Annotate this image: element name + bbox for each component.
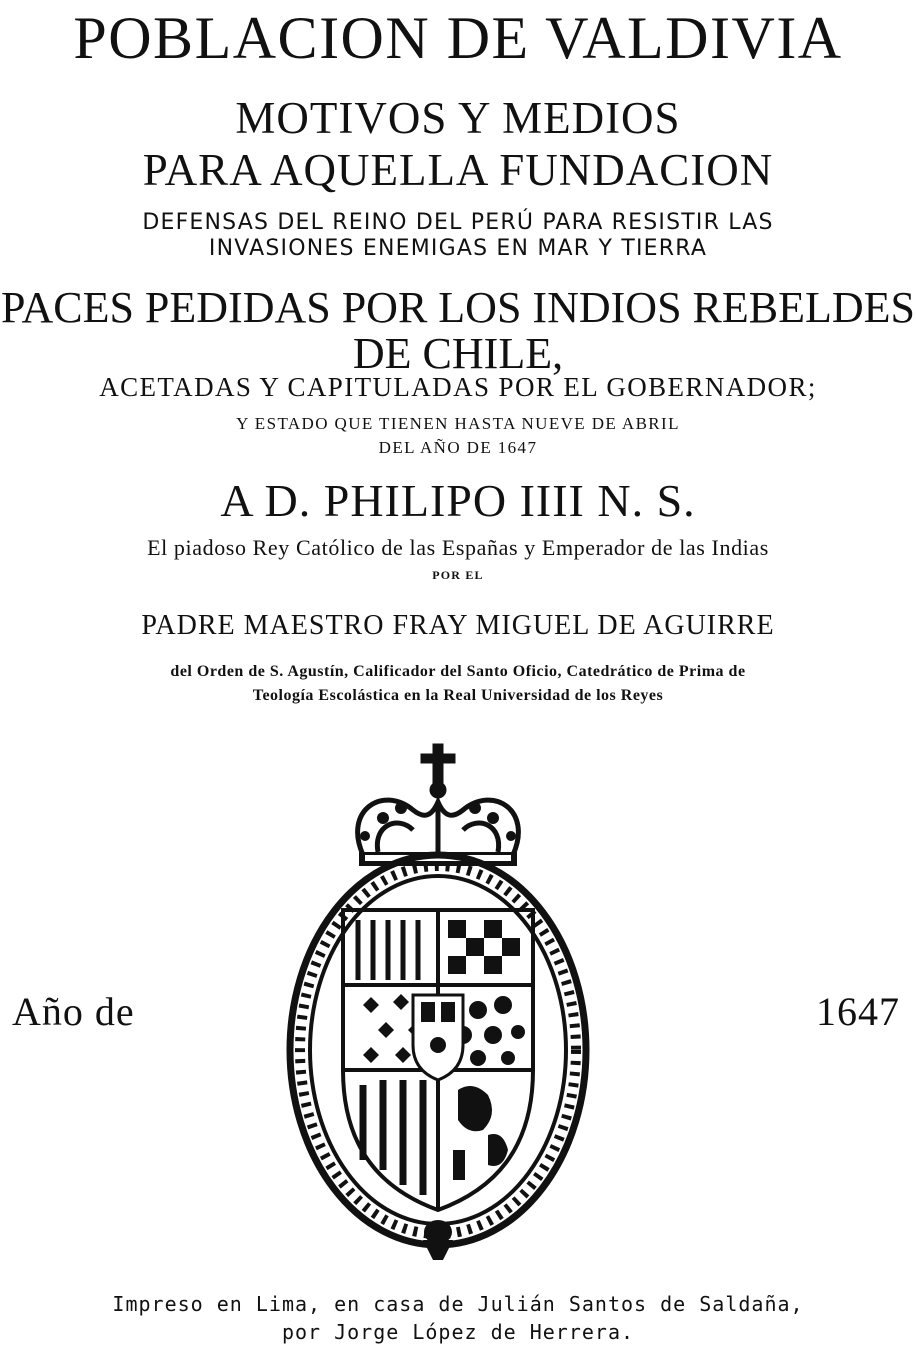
author-name: PADRE MAESTRO FRAY MIGUEL DE AGUIRRE (141, 610, 775, 641)
royal-coat-of-arms-icon (283, 740, 593, 1260)
acetadas-line: ACETADAS Y CAPITULADAS POR EL GOBERNADOR; (99, 372, 817, 402)
imprint-line-1: Impreso en Lima, en casa de Julián Santos de Saldaña, (112, 1292, 804, 1316)
defensas-line-2: INVASIONES ENEMIGAS EN MAR Y TIERRA (208, 236, 708, 261)
subtitle-line-1: MOTIVOS Y MEDIOS (235, 93, 681, 143)
por-el-label: POR EL (432, 568, 484, 582)
defensas-line-1: DEFENSAS DEL REINO DEL PERÚ PARA RESISTIR LAS (142, 210, 774, 235)
paces-line-2: DE CHILE, (352, 329, 564, 378)
estado-line-2: DEL AÑO DE 1647 (378, 438, 538, 457)
main-title: POBLACION DE VALDIVIA (73, 5, 843, 71)
imprint-line-2: por Jorge López de Herrera. (281, 1320, 635, 1344)
estado-line-1: Y ESTADO QUE TIENEN HASTA NUEVE DE ABRIL (236, 414, 680, 433)
year-label: Año de (12, 989, 135, 1034)
king-dedication: A D. PHILIPO IIII N. S. (220, 475, 696, 526)
king-epithet: El piadoso Rey Católico de las Españas y Emperador de las Indias (147, 535, 769, 560)
paces-line-1: PACES PEDIDAS POR LOS INDIOS REBELDES (1, 283, 915, 332)
year-value: 1647 (816, 989, 900, 1034)
author-credentials-line-1: del Orden de S. Agustín, Calificador del Santo Oficio, Catedrático de Prima de (170, 663, 746, 680)
author-credentials-line-2: Teología Escolástica en la Real Universidad de los Reyes (252, 687, 664, 704)
subtitle-line-2: PARA AQUELLA FUNDACION (142, 145, 774, 195)
